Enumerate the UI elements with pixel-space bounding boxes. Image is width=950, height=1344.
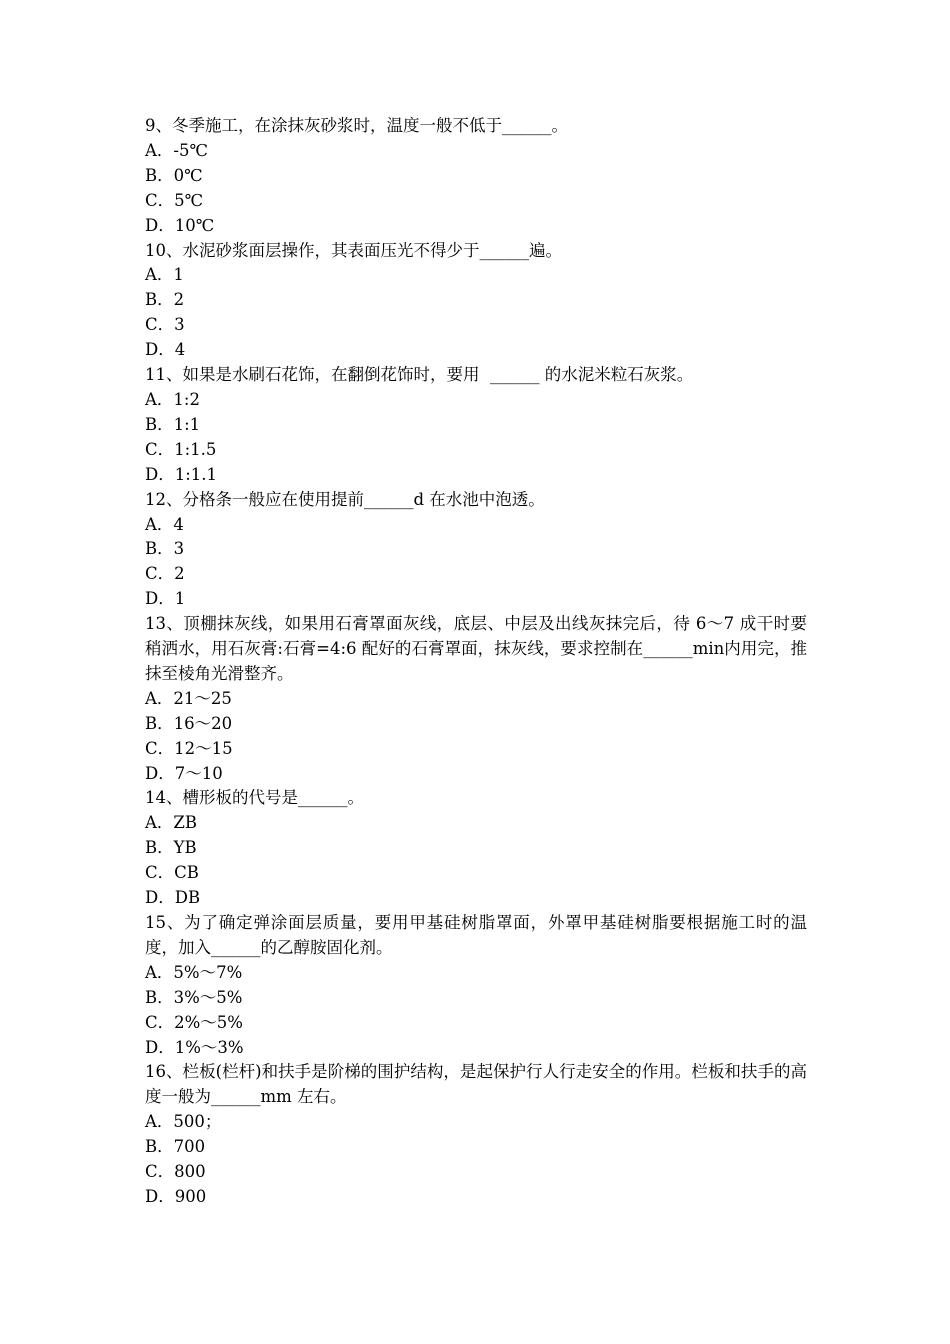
option-d: D．1 [145,589,186,609]
option-c: C．5℃ [145,190,204,210]
option-c: C．3 [145,315,185,335]
option-b: B．2 [145,290,185,310]
question-stem: 15、为了确定弹涂面层质量，要用甲基硅树脂罩面，外罩甲基硅树脂要根据施工时的温度，加入______的乙醇胺固化剂。 [145,913,807,957]
question-16 [145,1060,807,1209]
question-stem: 10、水泥砂浆面层操作，其表面压光不得少于______遍。 [145,240,562,260]
question-12 [145,488,807,613]
option-b: B．3%～5% [145,987,243,1007]
option-d: D．900 [145,1186,207,1206]
question-stem: 9、冬季施工，在涂抹灰砂浆时，温度一般不低于______。 [145,116,568,135]
option-c: C．CB [145,863,199,883]
option-a: A．4 [145,514,184,534]
option-b: B．700 [145,1137,206,1157]
question-stem: 13、顶棚抹灰线，如果用石膏罩面灰线，底层、中层及出线灰抹完后，待 6～7 成干时要稍洒水，用石灰膏:石膏=4:6 配好的石膏罩面，抹灰线，要求控制在______min内用完，推抹至棱角光滑整齐。 [145,614,807,683]
option-d: D．1:1.1 [145,464,218,484]
option-d: D．4 [145,340,186,360]
question-13 [145,612,807,786]
option-a: A．1:2 [145,389,200,409]
option-b: B．YB [145,838,197,858]
option-b: B．3 [145,539,185,559]
question-stem: 14、槽形板的代号是______。 [145,788,364,808]
option-a: A．5%～7% [145,962,243,982]
option-d: D．DB [145,888,201,908]
option-b: B．1:1 [145,414,201,434]
exam-page [145,114,807,1210]
option-d: D．10℃ [145,215,215,235]
option-a: A．21～25 [145,688,232,708]
option-c: C．12～15 [145,738,233,758]
option-a: A．500； [145,1112,222,1132]
option-c: C．800 [145,1162,206,1182]
question-stem: 16、栏板(栏杆)和扶手是阶梯的围护结构，是起保护行人行走安全的作用。栏板和扶手的高度一般为______mm 左右。 [145,1062,807,1107]
option-d: D．1%～3% [145,1037,244,1057]
option-c: C．2 [145,564,185,584]
option-c: C．1:1.5 [145,439,217,459]
option-b: B．16～20 [145,713,233,733]
option-c: C．2%～5% [145,1012,243,1032]
option-a: A．ZB [145,813,198,833]
question-9 [145,114,807,239]
question-11 [145,363,807,488]
question-15 [145,911,807,1060]
question-14 [145,786,807,911]
question-10 [145,239,807,364]
option-d: D．7～10 [145,763,223,783]
question-stem: 11、如果是水刷石花饰，在翻倒花饰时，要用 ______ 的水泥米粒石灰浆。 [145,365,694,385]
option-b: B．0℃ [145,165,203,185]
question-stem: 12、分格条一般应在使用提前______d 在水池中泡透。 [145,489,545,509]
option-a: A．1 [145,265,184,285]
option-a: A．-5℃ [145,140,208,160]
